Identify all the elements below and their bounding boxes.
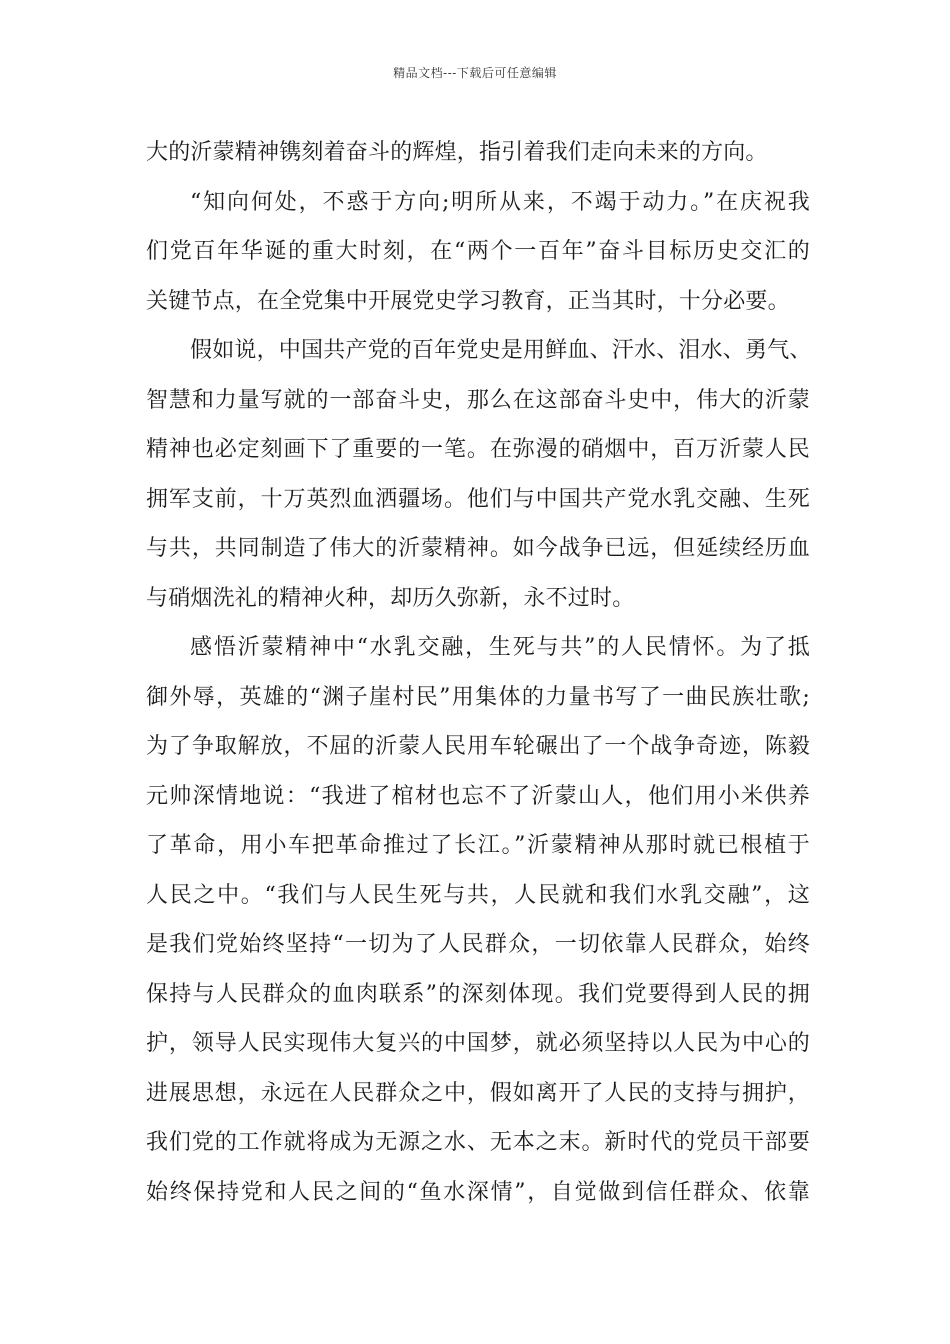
text-line: 与共，共同制造了伟大的沂蒙精神。如今战争已远，但延续经历血 bbox=[146, 536, 810, 561]
text-line: 我们党的工作就将成为无源之水、无本之末。新时代的党员干部要 bbox=[146, 1130, 810, 1155]
text-line: 大的沂蒙精神镌刻着奋斗的辉煌，指引着我们走向未来的方向。 bbox=[146, 140, 768, 165]
text-line: 精神也必定刻画下了重要的一笔。在弥漫的硝烟中，百万沂蒙人民 bbox=[146, 437, 810, 462]
text-line: 御外辱，英雄的“渊子崖村民”用集体的力量书写了一曲民族壮歌; bbox=[146, 684, 810, 710]
text-line: “知向何处，不惑于方向;明所从来，不竭于动力。”在庆祝我 bbox=[190, 189, 810, 215]
text-line: 为了争取解放，不屈的沂蒙人民用车轮碾出了一个战争奇迹，陈毅 bbox=[146, 734, 810, 759]
text-line: 护，领导人民实现伟大复兴的中国梦，就必须坚持以人民为中心的 bbox=[146, 1031, 810, 1056]
text-line: 是我们党始终坚持“一切为了人民群众，一切依靠人民群众，始终 bbox=[146, 932, 810, 957]
text-line: 智慧和力量写就的一部奋斗史，那么在这部奋斗史中，伟大的沂蒙 bbox=[146, 387, 810, 413]
text-line: 保持与人民群众的血肉联系”的深刻体现。我们党要得到人民的拥 bbox=[146, 981, 810, 1007]
text-line: 假如说，中国共产党的百年党史是用鲜血、汗水、泪水、勇气、 bbox=[190, 338, 812, 363]
text-line: 始终保持党和人民之间的“鱼水深情”，自觉做到信任群众、依靠 bbox=[146, 1179, 810, 1205]
text-line: 与硝烟洗礼的精神火种，却历久弥新，永不过时。 bbox=[146, 585, 635, 611]
text-line: 拥军支前，十万英烈血洒疆场。他们与中国共产党水乳交融、生死 bbox=[146, 486, 810, 512]
text-line: 们党百年华诞的重大时刻，在“两个一百年”奋斗目标历史交汇的 bbox=[146, 239, 810, 264]
text-line: 进展思想，永远在人民群众之中，假如离开了人民的支持与拥护， bbox=[146, 1080, 810, 1106]
text-line: 感悟沂蒙精神中“水乳交融，生死与共”的人民情怀。为了抵 bbox=[190, 635, 810, 660]
page-header: 精品文档---下载后可任意编辑 bbox=[393, 66, 557, 80]
text-line: 人民之中。“我们与人民生死与共，人民就和我们水乳交融”，这 bbox=[146, 882, 810, 908]
text-line: 关键节点，在全党集中开展党史学习教育，正当其时，十分必要。 bbox=[146, 288, 790, 314]
body-text bbox=[146, 128, 810, 1217]
text-line: 了革命，用小车把革命推过了长江。”沂蒙精神从那时就已根植于 bbox=[146, 833, 810, 858]
text-line: 元帅深情地说：“我进了棺材也忘不了沂蒙山人，他们用小米供养 bbox=[146, 783, 810, 809]
